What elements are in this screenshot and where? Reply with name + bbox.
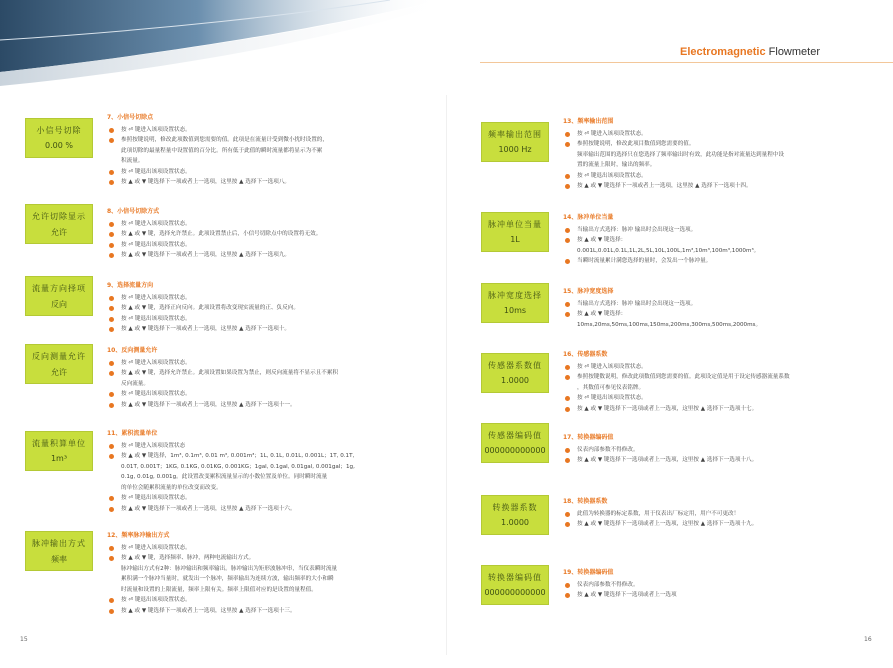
instruction-continuation: 脉冲输出方式有2种：脉冲输出和频率输出。脉冲输出为矩形波脉冲串，当仪表瞬时流量 (121, 565, 338, 572)
lcd-line-2: 允许 (51, 368, 67, 377)
lcd-line-1: 转换器系数 (492, 503, 538, 512)
lcd-line-2: 000000000000 (484, 446, 546, 455)
instruction-bullet: 按 ▲ 或 ▼ 键选择下一选项或者上一选项，这里按 ▲ 选择下一选项十八。 (563, 455, 893, 466)
lcd-line-2: 1.0000 (501, 518, 529, 527)
section-title: 14、脉冲单位当量 (563, 214, 614, 221)
instruction-bullet: 按 ⏎ 键进入该项设置状态 (107, 441, 437, 452)
lcd-display-s11 (25, 431, 93, 471)
section-title: 15、脉冲宽度选择 (563, 288, 614, 295)
page-number-left: 15 (20, 636, 28, 643)
section-s7 (107, 113, 437, 188)
lcd-line-1: 传感器系数值 (488, 361, 542, 370)
instruction-bullet: 按 ⏎ 键退出该项设置状态。 (107, 389, 437, 400)
lcd-line-2: 反向 (51, 300, 67, 309)
instruction-bullet: 当瞬时流量累计满您选择的量时，会发出一个脉冲量。 (563, 256, 893, 267)
instruction-bullet: 按 ⏎ 键退出该项设置状态。 (107, 314, 437, 325)
lcd-display-s17 (481, 423, 549, 463)
section-title: 19、转换器编码值 (563, 569, 614, 576)
lcd-display-s10 (25, 344, 93, 384)
lcd-line-1: 流量方向择项 (32, 284, 86, 293)
instruction-bullet: 按 ▲ 或 ▼ 键选择下一选项或者上一选项 (563, 590, 893, 601)
lcd-line-1: 脉冲输出方式 (32, 539, 86, 548)
section-title: 12、频率脉冲输出方式 (107, 532, 170, 539)
section-s16 (563, 350, 893, 414)
lcd-line-2: 频率 (51, 555, 67, 564)
section-s13 (563, 117, 893, 192)
instruction-bullet: 按 ▲ 或 ▼ 键选择，1m³, 0.1m³, 0.01 m³, 0.001m³；1L, 0.1L, 0.01L, 0.001L；1T, 0.1T, (107, 451, 437, 462)
instruction-continuation: 反向流量。 (121, 380, 149, 387)
instruction-bullet: 仪表内部参数不得修改。 (563, 445, 893, 456)
section-s18 (563, 497, 893, 530)
instruction-continuation: 累积满一个脉冲当量时，就发出一个脉冲，频率输出为连续方波，输出频率的大小和瞬 (121, 576, 334, 582)
section-s14 (563, 213, 893, 267)
lcd-line-2: 1.0000 (501, 376, 529, 385)
page-number-right: 16 (864, 636, 872, 643)
instruction-bullet: 仪表内部参数不得修改。 (563, 580, 893, 591)
section-s11 (107, 429, 437, 514)
instruction-bullet: 按 ▲ 或 ▼ 键，选择允许禁止。此项设置禁止后，小信号切除点中的设置将无效。 (107, 229, 437, 240)
instruction-bullet: 按 ⏎ 键进入该项设置状态。 (107, 219, 437, 230)
instruction-continuation: ，其数值可参见仪表铭牌。 (577, 384, 645, 391)
instruction-bullet: 按 ⏎ 键进入该项设置状态。 (107, 358, 437, 369)
instruction-bullet: 参照按键说明，修改此项数值到您需要的值。此项是在流量计受到微小扰时设置的， (107, 135, 437, 146)
lcd-line-1: 流量积算单位 (32, 439, 86, 448)
instruction-bullet: 按 ⏎ 键进入该项设置状态。 (107, 125, 437, 136)
instruction-bullet: 按 ▲ 或 ▼ 键选择下一项或者上一选项，这里按 ▲ 选择下一选项九。 (107, 250, 437, 261)
instruction-continuation: 的单位会随累积流量的单位改变而改变。 (121, 484, 222, 491)
instruction-continuation: 0.01T, 0.001T；1KG, 0.1KG, 0.01KG, 0.001KG；1gal, 0.1gal, 0.01gal, 0.001gal；1g, (121, 463, 355, 470)
instruction-continuation: 0.1g, 0.01g, 0.001g。此设置改变累积流量显示的小数位置及单位。同时瞬时流量 (121, 474, 328, 480)
instruction-bullet: 按 ▲ 或 ▼ 键选择下一项或者上一选项，这里按 ▲ 选择下一选项八。 (107, 177, 437, 188)
instruction-bullet: 按 ▲ 或 ▼ 键，选择频率、脉冲，两种电流输出方式。 (107, 553, 437, 564)
lcd-line-1: 小信号切除 (36, 126, 82, 135)
instruction-bullet: 按 ⏎ 键退出该项设置状态。 (563, 171, 893, 182)
instruction-continuation: 积流量。 (121, 158, 144, 164)
lcd-line-1: 转换器编码值 (488, 573, 542, 582)
lcd-display-s18 (481, 495, 549, 535)
section-s17 (563, 433, 893, 466)
section-s8 (107, 207, 437, 261)
lcd-line-1: 脉冲宽度选择 (488, 291, 542, 300)
instruction-bullet: 按 ▲ 或 ▼ 键选择下一项或者上一选项，这里按 ▲ 选择下一选项十三。 (107, 606, 437, 617)
instruction-bullet: 按 ▲ 或 ▼ 键选择下一项或者上一选项，这里按 ▲ 选择下一选项十一。 (107, 400, 437, 411)
instruction-bullet: 按 ▲ 或 ▼ 键选择下一选项或者上一选项，这里按 ▲ 选择下一选项十七。 (563, 404, 893, 415)
instruction-bullet: 按 ▲ 或 ▼ 键选择下一项或者上一选项，这里按 ▲ 选择下一选项十。 (107, 324, 437, 335)
instruction-bullet: 按 ⏎ 键退出该项设置状态。 (107, 240, 437, 251)
lcd-display-s19 (481, 565, 549, 605)
instruction-continuation: 置的流量上限时，输出的频率。 (577, 162, 656, 168)
instruction-bullet: 按 ▲ 或 ▼ 键，选择允许禁止。此项设置如果设置为禁止，则反向流量将不显示且不累积 (107, 368, 437, 379)
lcd-display-s14 (481, 212, 549, 252)
brand-title: Electromagnetic Flowmeter (680, 46, 820, 58)
instruction-bullet: 按 ▲ 或 ▼ 键选择下一选项或者上一选项，这里按 ▲ 选择下一选项十九。 (563, 519, 893, 530)
instruction-bullet: 按 ⏎ 键退出该项设置状态。 (563, 393, 893, 404)
instruction-bullet: 按 ▲ 或 ▼ 键选择下一项或者上一选项，这里按 ▲ 选择下一选项十四。 (563, 181, 893, 192)
lcd-display-s13 (481, 122, 549, 162)
lcd-display-s8 (25, 204, 93, 244)
section-s15 (563, 287, 893, 330)
lcd-display-s16 (481, 353, 549, 393)
instruction-bullet: 按 ▲ 或 ▼ 键，选择正向反向。此项设置将改变现实流量的正、负反向。 (107, 303, 437, 314)
instruction-bullet: 当输出方式选择：脉冲 输出时会出现这一选项。 (563, 225, 893, 236)
instruction-bullet: 参照按键数说明，修改此项数值到您需要的值。此项设定值是用于设定传感器流量系数 (563, 372, 893, 383)
instruction-bullet: 按 ▲ 或 ▼ 键选择： (563, 309, 893, 320)
instruction-continuation: 此项切除的最量程量中设置值的百分比。所有低于此值的瞬时流量都将显示为不累 (121, 147, 323, 154)
section-title: 8、小信号切除方式 (107, 208, 160, 215)
lcd-line-2: 1000 Hz (498, 145, 532, 154)
instruction-bullet: 按 ⏎ 键进入该项设置状态。 (107, 293, 437, 304)
section-title: 10、反向测量允许 (107, 347, 158, 354)
lcd-line-2: 1m³ (50, 454, 68, 463)
section-title: 18、转换器系数 (563, 498, 608, 505)
lcd-display-s9 (25, 276, 93, 316)
instruction-bullet: 按 ⏎ 键退出该项设置状态。 (107, 595, 437, 606)
instruction-bullet: 当输出方式选择：脉冲 输出时会出现这一选项。 (563, 299, 893, 310)
page-divider (446, 95, 447, 655)
instruction-continuation: 频率输出范围的选择只在您选择了频率输出时有效，此功能是指对流量达到量程中设 (577, 151, 784, 158)
section-title: 9、选择流量方向 (107, 282, 154, 289)
lcd-line-2: 0.00 % (45, 141, 73, 150)
lcd-line-1: 脉冲单位当量 (488, 220, 542, 229)
section-s19 (563, 568, 893, 601)
section-s12 (107, 531, 437, 616)
instruction-bullet: 按 ⏎ 键进入该项设置状态。 (563, 129, 893, 140)
section-title: 11、累积流量单位 (107, 430, 158, 437)
instruction-continuation: 0.001L,0.01L,0.1L,1L,2L,5L,10L,100L,1m³,10m³,100m³,1000m³。 (577, 247, 760, 254)
instruction-bullet: 按 ▲ 或 ▼ 键选择： (563, 235, 893, 246)
section-s9 (107, 281, 437, 335)
section-title: 17、转换器编码值 (563, 434, 614, 441)
lcd-display-s15 (481, 283, 549, 323)
lcd-display-s7 (25, 118, 93, 158)
section-title: 13、频率输出范围 (563, 118, 614, 125)
lcd-line-1: 反向测量允许 (32, 352, 86, 361)
section-s10 (107, 346, 437, 410)
section-title: 16、传感器系数 (563, 351, 608, 358)
lcd-display-s12 (25, 531, 93, 571)
instruction-bullet: 按 ⏎ 键进入该项设置状态。 (107, 543, 437, 554)
lcd-line-1: 传感器编码值 (488, 431, 542, 440)
lcd-line-2: 1L (510, 235, 520, 244)
lcd-line-2: 10ms (503, 306, 527, 315)
section-title: 7、小信号切除点 (107, 114, 154, 121)
brand-underline (480, 62, 893, 63)
lcd-line-2: 允许 (51, 228, 67, 237)
lcd-line-1: 允许切除显示 (32, 212, 86, 221)
instruction-continuation: 10ms,20ms,50ms,100ms,150ms,200ms,300ms,500ms,2000ms。 (577, 321, 762, 328)
instruction-bullet: 按 ⏎ 键退出该项设置状态。 (107, 493, 437, 504)
instruction-bullet: 此值为转换器的标定系数，用于仪表出厂标定用，用户不可更改！ (563, 509, 893, 520)
instruction-continuation: 时流量和设置的上限流量，频率上限有关。频率上限值对应的是设置的量程值。 (121, 586, 317, 593)
lcd-line-2: 000000000000 (484, 588, 546, 597)
instruction-bullet: 按 ⏎ 键进入该项设置状态。 (563, 362, 893, 373)
instruction-bullet: 参照按键说明，修改此项目数值到您需要的值。 (563, 139, 893, 150)
instruction-bullet: 按 ⏎ 键退出该项设置状态。 (107, 167, 437, 178)
instruction-bullet: 按 ▲ 或 ▼ 键选择下一项或者上一选项，这里按 ▲ 选择下一选项十六。 (107, 504, 437, 515)
lcd-line-1: 频率输出范围 (488, 130, 542, 139)
